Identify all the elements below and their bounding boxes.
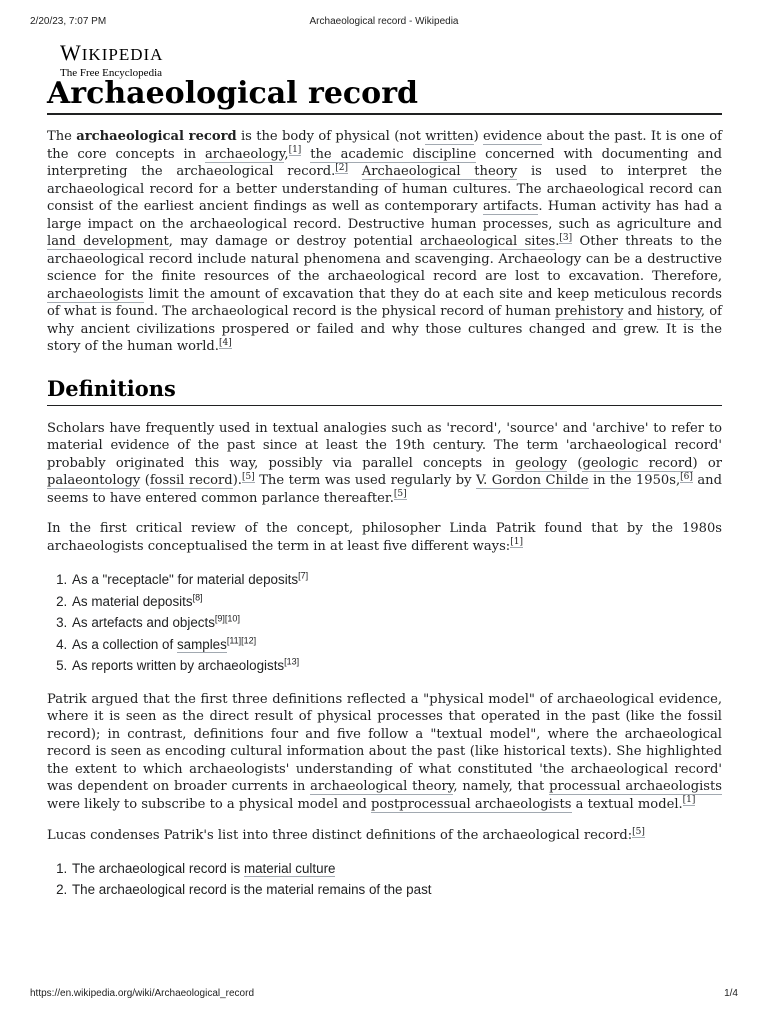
logo-tagline: The Free Encyclopedia (60, 67, 163, 79)
intro-paragraph: The archaeological record is the body of physical (not written) evidence about the past. It is one of the core concepts in archaeology,[1] the academic discipline concerned with documenting and interpreting the archaeological record.[2] Archaeological theory is used to interpret the archaeological record for a better understanding of human cultures. The archaeological record can consist of the earliest ancient findings as well as contemporary artifacts. Human activity has had a large impact on the archaeological record. Destructive human processes, such as agriculture and land development, may damage or destroy potential archaeological sites.[3] Other threats to the archaeological record include natural phenomena and scavenging. Archaeology can be a destructive science for the finite resources of the archaeological record are lost to excavation. Therefore, archaeologists limit the amount of excavation that they do at each site and keep meticulous records of what is found. The archaeological record is the physical record of human prehistory and history, of why ancient civilizations prospered or failed and why those cultures changed and grew. It is the story of the human world.[4] (47, 129, 722, 354)
list-item: 5. As reports written by archaeologists[13] (71, 655, 722, 677)
link-material-culture[interactable]: material culture (243, 860, 336, 876)
citation-1[interactable]: [1] (682, 795, 696, 806)
definitions-paragraph-4: Lucas condenses Patrik's list into three distinct definitions of the archaeological record:[5] (47, 826, 645, 843)
citation-6[interactable]: [6] (680, 471, 693, 482)
link-geology[interactable]: geology (515, 455, 568, 471)
link-academic-discipline[interactable]: the academic discipline (310, 146, 477, 162)
link-processual-archaeologists[interactable]: processual archaeologists (549, 779, 722, 794)
citation-5[interactable]: [5] (393, 489, 407, 500)
link-artifacts[interactable]: artifacts (482, 199, 539, 214)
definitions-paragraph-2: In the first critical review of the concept, philosopher Linda Patrik found that by the 1980s archaeologists conceptualised the term in at least five different ways:[1] (47, 521, 722, 554)
bold-term: archaeological record (76, 129, 237, 144)
page-number: 1/4 (724, 988, 738, 999)
citation-ref[interactable]: [9][10] (214, 613, 240, 624)
definitions-paragraph-3: Patrik argued that the first three definitions reflected a "physical model" of archaeological evidence, where it is seen as the direct result of physical processes that operated in the past (like the fossil record); in contrast, definitions four and five follow a "textual model", where the archaeological record is seen as encoding cultural information about the past (like historical texts). She highlighted the extent to which archaeologists' understanding of what constituted 'the archaeological record' was dependent on broader currents in archaeological theory, namely, that processual archaeologists were likely to subscribe to a physical model and postprocessual archaeologists a textual model.[1] (47, 691, 722, 812)
print-footer (30, 988, 738, 1002)
list-item: 2. As material deposits[8] (71, 591, 722, 613)
logo-wordmark: WIKIPEDIA (60, 40, 164, 65)
link-history[interactable]: history (656, 304, 701, 319)
link-land-development[interactable]: land development (47, 234, 169, 249)
print-title: Archaeological record - Wikipedia (309, 16, 459, 27)
link-archaeology[interactable]: archaeology (205, 146, 285, 162)
citation-1[interactable]: [1] (510, 537, 523, 548)
link-geologic-record[interactable]: geologic record (582, 455, 693, 471)
list-item: 2. The archaeological record is the material remains of the past (71, 879, 722, 901)
citation-3[interactable]: [3] (559, 232, 573, 243)
link-archaeological-theory[interactable]: Archaeological theory (361, 164, 518, 179)
citation-ref[interactable]: [8] (192, 592, 203, 603)
link-palaeontology[interactable]: palaeontology (47, 473, 141, 488)
lucas-definitions-list (47, 858, 722, 901)
citation-5[interactable]: [5] (632, 826, 645, 837)
page-title: Archaeological record (47, 76, 722, 115)
citation-5[interactable]: [5] (241, 471, 255, 482)
list-item: 1. As a "receptacle" for material deposits[7] (71, 569, 722, 591)
link-samples[interactable]: samples (176, 636, 227, 652)
print-header (30, 16, 738, 30)
print-date: 2/20/23, 7:07 PM (30, 16, 107, 27)
wikipedia-logo[interactable] (60, 42, 163, 79)
list-item: 4. As a collection of samples[11][12] (71, 634, 722, 656)
link-evidence[interactable]: evidence (483, 129, 543, 144)
citation-1[interactable]: [1] (288, 145, 302, 156)
link-archaeologists[interactable]: archaeologists (47, 286, 144, 302)
citation-ref[interactable]: [7] (298, 570, 309, 581)
link-fossil-record[interactable]: fossil record (149, 473, 233, 488)
link-postprocessual-archaeologists[interactable]: postprocessual archaeologists (371, 796, 572, 812)
citation-ref[interactable]: [11][12] (226, 635, 257, 646)
definitions-paragraph-1: Scholars have frequently used in textual analogies such as 'record', 'source' and 'archive' to refer to material evidence of the past since at least the 19th century. The term 'archaeological record' probably originated this way, possibly via parallel concepts in geology (geologic record) or palaeontology (fossil record).[5] The term was used regularly by V. Gordon Childe in the 1950s,[6] and seems to have entered common parlance thereafter.[5] (47, 420, 723, 506)
print-url: https://en.wikipedia.org/wiki/Archaeological_record (30, 988, 255, 999)
patrik-definitions-list (47, 569, 722, 677)
list-item: 3. As artefacts and objects[9][10] (71, 612, 722, 634)
link-prehistory[interactable]: prehistory (554, 304, 624, 319)
article-content (47, 76, 722, 901)
section-heading-definitions: Definitions (47, 375, 722, 406)
link-written[interactable]: written (425, 129, 474, 144)
link-archaeological-sites[interactable]: archaeological sites (420, 234, 556, 249)
link-gordon-childe[interactable]: V. Gordon Childe (476, 473, 589, 488)
citation-ref[interactable]: [13] (284, 656, 300, 667)
citation-2[interactable]: [2] (335, 162, 349, 173)
link-archaeological-theory[interactable]: archaeological theory (310, 779, 454, 794)
list-item: 1. The archaeological record is material culture (71, 858, 722, 880)
citation-4[interactable]: [4] (218, 337, 232, 348)
